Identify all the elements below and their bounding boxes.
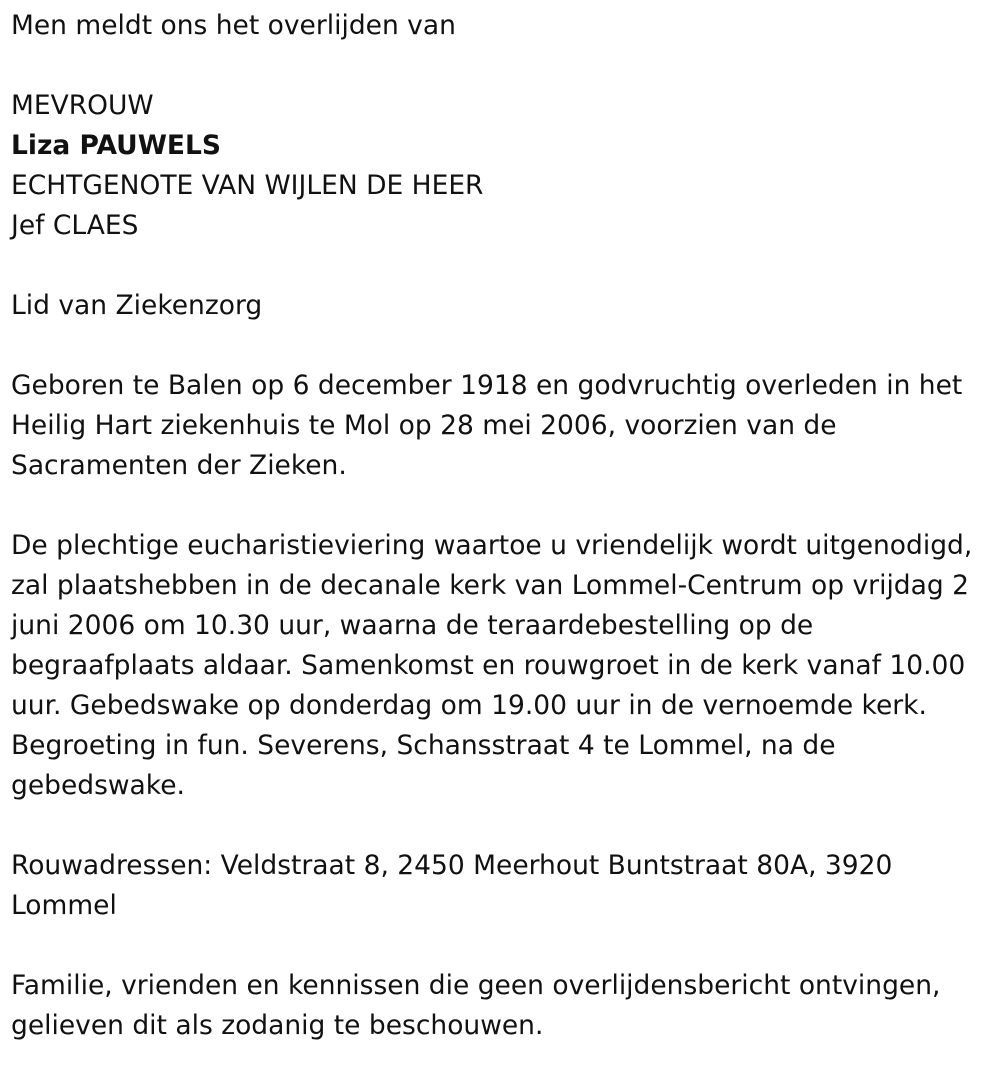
text-line: gebedswake. xyxy=(11,770,185,801)
spacer xyxy=(11,926,991,966)
text-line: Geboren te Balen op 6 december 1918 en godvruchtig overleden in het xyxy=(11,370,963,401)
spacer xyxy=(11,486,991,526)
spacer xyxy=(11,246,991,286)
birth-death-paragraph xyxy=(11,366,991,486)
text-line: gelieven dit als zodanig te beschouwen. xyxy=(11,1010,544,1041)
spacer xyxy=(11,46,991,86)
honorific: MEVROUW xyxy=(11,90,154,121)
text-line: uur. Gebedswake op donderdag om 19.00 uur in de vernoemde kerk. xyxy=(11,690,927,721)
text-line: Begroeting in fun. Severens, Schansstraat 4 te Lommel, na de xyxy=(11,730,836,761)
text-line: zal plaatshebben in de decanale kerk van Lommel-Centrum op vrijdag 2 xyxy=(11,570,969,601)
text-line: begraafplaats aldaar. Samenkomst en rouwgroet in de kerk vanaf 10.00 xyxy=(11,650,966,681)
deceased-name: Liza PAUWELS xyxy=(11,130,222,161)
text-line: Sacramenten der Zieken. xyxy=(11,450,347,481)
spacer xyxy=(11,326,991,366)
text-line: Heilig Hart ziekenhuis te Mol op 28 mei 2006, voorzien van de xyxy=(11,410,837,441)
spacer xyxy=(11,806,991,846)
text-line: Rouwadressen: Veldstraat 8, 2450 Meerhout Buntstraat 80A, 3920 xyxy=(11,850,893,881)
ceremony-paragraph xyxy=(11,526,991,806)
membership-line: Lid van Ziekenzorg xyxy=(11,290,263,321)
relation-line: ECHTGENOTE VAN WIJLEN DE HEER xyxy=(11,170,484,201)
spouse-name: Jef CLAES xyxy=(11,210,139,241)
closing-paragraph xyxy=(11,966,991,1046)
text-line: Familie, vrienden en kennissen die geen overlijdensbericht ontvingen, xyxy=(11,970,941,1001)
text-line: juni 2006 om 10.30 uur, waarna de teraardebestelling op de xyxy=(11,610,814,641)
addresses-paragraph xyxy=(11,846,991,926)
intro-line: Men meldt ons het overlijden van xyxy=(11,10,456,41)
text-line: De plechtige eucharistieviering waartoe u vriendelijk wordt uitgenodigd, xyxy=(11,530,973,561)
text-line: Lommel xyxy=(11,890,117,921)
